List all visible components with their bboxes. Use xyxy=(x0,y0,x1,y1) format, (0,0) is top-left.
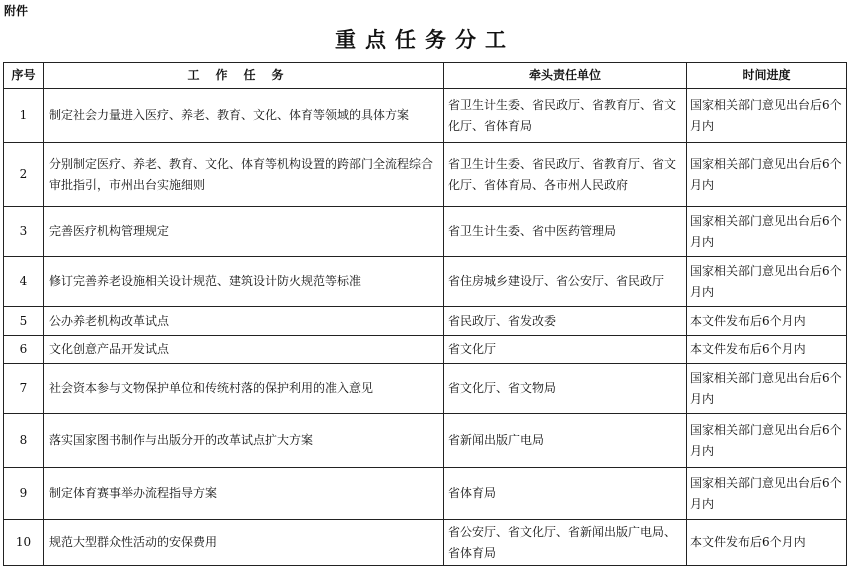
task-cell: 文化创意产品开发试点 xyxy=(44,336,444,364)
time-cell: 本文件发布后6个月内 xyxy=(687,307,847,336)
header-task: 工作任务 xyxy=(44,63,444,89)
row-number: 5 xyxy=(4,307,44,336)
task-cell: 公办养老机构改革试点 xyxy=(44,307,444,336)
table-header-row xyxy=(4,63,847,89)
row-number: 6 xyxy=(4,336,44,364)
unit-cell: 省卫生计生委、省中医药管理局 xyxy=(444,207,687,257)
table-row xyxy=(4,364,847,414)
unit-cell: 省新闻出版广电局 xyxy=(444,414,687,468)
header-no: 序号 xyxy=(4,63,44,89)
time-cell: 本文件发布后6个月内 xyxy=(687,520,847,566)
table-row xyxy=(4,520,847,566)
time-cell: 国家相关部门意见出台后6个月内 xyxy=(687,364,847,414)
page-title: 重点任务分工 xyxy=(335,27,515,52)
task-cell: 制定社会力量进入医疗、养老、教育、文化、体育等领域的具体方案 xyxy=(44,89,444,143)
row-number: 3 xyxy=(4,207,44,257)
task-cell: 规范大型群众性活动的安保费用 xyxy=(44,520,444,566)
row-number: 9 xyxy=(4,468,44,520)
time-cell: 国家相关部门意见出台后6个月内 xyxy=(687,468,847,520)
unit-cell: 省卫生计生委、省民政厅、省教育厅、省文化厅、省体育局、各市州人民政府 xyxy=(444,143,687,207)
time-cell: 国家相关部门意见出台后6个月内 xyxy=(687,414,847,468)
table-row xyxy=(4,468,847,520)
table-row xyxy=(4,307,847,336)
task-cell: 完善医疗机构管理规定 xyxy=(44,207,444,257)
time-cell: 国家相关部门意见出台后6个月内 xyxy=(687,207,847,257)
table-row xyxy=(4,207,847,257)
table-row xyxy=(4,257,847,307)
table-row xyxy=(4,89,847,143)
time-cell: 本文件发布后6个月内 xyxy=(687,336,847,364)
row-number: 1 xyxy=(4,89,44,143)
unit-cell: 省文化厅、省文物局 xyxy=(444,364,687,414)
unit-cell: 省住房城乡建设厅、省公安厅、省民政厅 xyxy=(444,257,687,307)
unit-cell: 省公安厅、省文化厅、省新闻出版广电局、省体育局 xyxy=(444,520,687,566)
task-table xyxy=(3,62,847,566)
header-time: 时间进度 xyxy=(687,63,847,89)
task-cell: 落实国家图书制作与出版分开的改革试点扩大方案 xyxy=(44,414,444,468)
row-number: 10 xyxy=(4,520,44,566)
unit-cell: 省民政厅、省发改委 xyxy=(444,307,687,336)
row-number: 8 xyxy=(4,414,44,468)
table-row xyxy=(4,336,847,364)
row-number: 7 xyxy=(4,364,44,414)
unit-cell: 省体育局 xyxy=(444,468,687,520)
time-cell: 国家相关部门意见出台后6个月内 xyxy=(687,143,847,207)
attachment-label: 附件 xyxy=(4,4,29,18)
task-cell: 制定体育赛事举办流程指导方案 xyxy=(44,468,444,520)
task-cell: 社会资本参与文物保护单位和传统村落的保护利用的准入意见 xyxy=(44,364,444,414)
time-cell: 国家相关部门意见出台后6个月内 xyxy=(687,89,847,143)
row-number: 2 xyxy=(4,143,44,207)
task-cell: 修订完善养老设施相关设计规范、建筑设计防火规范等标准 xyxy=(44,257,444,307)
table-row xyxy=(4,414,847,468)
unit-cell: 省文化厅 xyxy=(444,336,687,364)
header-unit: 牵头责任单位 xyxy=(444,63,687,89)
task-cell: 分别制定医疗、养老、教育、文化、体育等机构设置的跨部门全流程综合审批指引，市州出台实施细则 xyxy=(44,143,444,207)
unit-cell: 省卫生计生委、省民政厅、省教育厅、省文化厅、省体育局 xyxy=(444,89,687,143)
table-row xyxy=(4,143,847,207)
row-number: 4 xyxy=(4,257,44,307)
time-cell: 国家相关部门意见出台后6个月内 xyxy=(687,257,847,307)
